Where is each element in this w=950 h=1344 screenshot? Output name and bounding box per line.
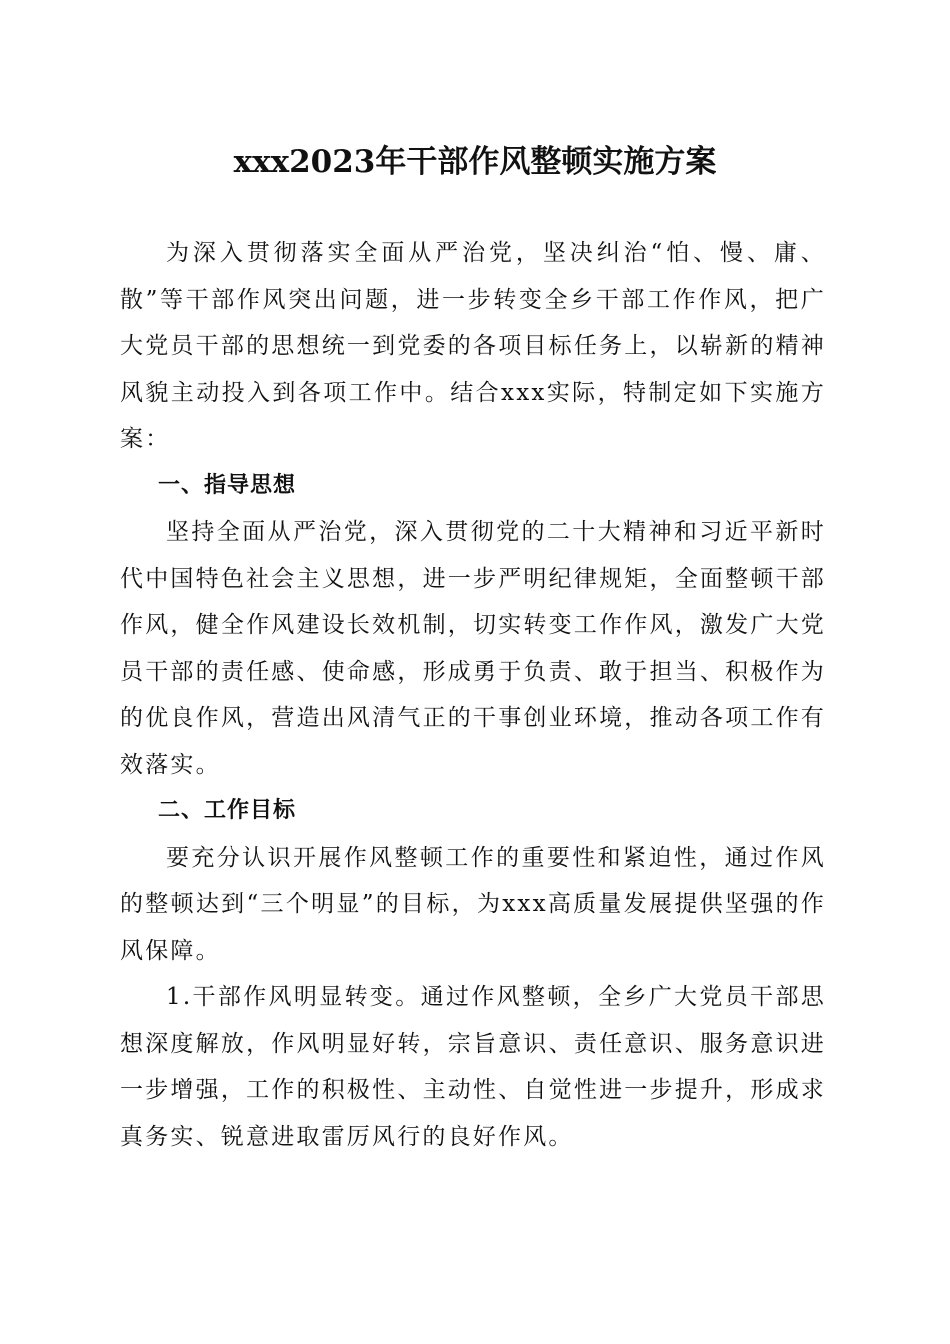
section-paragraph-work-goals: 要充分认识开展作风整顿工作的重要性和紧迫性，通过作风的整顿达到“三个明显”的目标，为xxx高质量发展提供坚强的作风保障。	[120, 844, 826, 964]
document-title: xxx2023年干部作风整顿实施方案	[233, 144, 717, 180]
section-paragraph-guiding-ideology: 坚持全面从严治党，深入贯彻党的二十大精神和习近平新时代中国特色社会主义思想，进一步严明纪律规矩，全面整顿干部作风，健全作风建设长效机制，切实转变工作作风，激发广大党员干部的责任感、使命感，形成勇于负责、敢于担当、积极作为的优良作风，营造出风清气正的干事创业环境，推动各项工作有效落实。	[120, 519, 826, 778]
section-heading-guiding-ideology: 一、指导思想	[158, 472, 297, 498]
intro-paragraph: 为深入贯彻落实全面从严治党，坚决纠治“怕、慢、庸、散”等干部作风突出问题，进一步转变全乡干部工作作风，把广大党员干部的思想统一到党委的各项目标任务上，以崭新的精神风貌主动投入到各项工作中。结合xxx实际，特制定如下实施方案：	[120, 240, 826, 452]
document-body	[120, 230, 826, 1160]
numbered-item-1: 1.干部作风明显转变。通过作风整顿，全乡广大党员干部思想深度解放，作风明显好转，宗旨意识、责任意识、服务意识进一步增强，工作的积极性、主动性、自觉性进一步提升，形成求真务实、锐意进取雷厉风行的良好作风。	[120, 984, 826, 1150]
section-heading-work-goals: 二、工作目标	[158, 798, 297, 823]
